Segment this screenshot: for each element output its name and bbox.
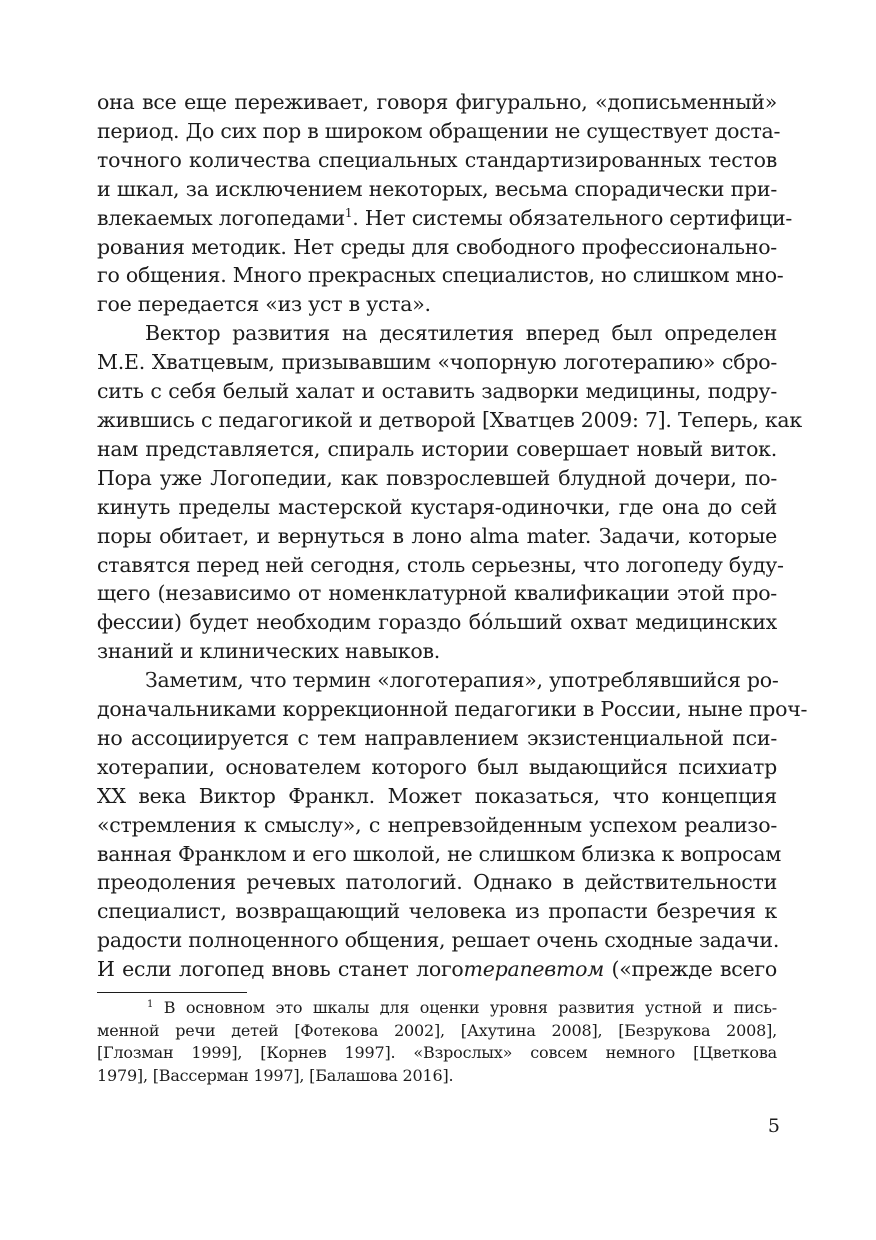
text-line: фессии) будет необходим гораздо бóльший охват медицинских xyxy=(97,610,777,635)
text-line: щего (независимо от номенклатурной квалификации этой про- xyxy=(97,581,777,606)
footnote-text: В основном это шкалы для оценки уровня развития устной и пись- xyxy=(153,998,777,1017)
text-line: специалист, возвращающий человека из пропасти безречия к xyxy=(97,899,777,924)
main-text xyxy=(97,88,808,984)
footnote-line xyxy=(97,997,777,1020)
text-line: доначальниками коррекционной педагогики в России, ныне проч- xyxy=(97,697,808,722)
italic-fragment: терапевтом xyxy=(463,957,604,982)
text-line: кинуть пределы мастерской кустаря-одиночки, где она до сей xyxy=(97,494,777,519)
text-line: жившись с педагогикой и детворой [Хватцев 2009: 7]. Теперь, как xyxy=(97,407,802,432)
paragraph-1 xyxy=(97,88,793,319)
text-fragment: И если логопед вновь станет лого xyxy=(97,957,464,982)
text-line: преодоления речевых патологий. Однако в действительности xyxy=(97,870,777,895)
footnote-reference[interactable]: 1 xyxy=(344,205,353,220)
text-line: го общения. Много прекрасных специалистов, но слишком мно- xyxy=(97,263,784,288)
text-line: но ассоциируется с тем направлением экзистенциальной пси- xyxy=(97,725,777,750)
text-line: XX века Виктор Франкл. Может показаться, что концепция xyxy=(97,783,777,808)
text-line: ставятся перед ней сегодня, столь серьезны, что логопеду буду- xyxy=(97,552,784,577)
footnote-line: 1979], [Вассерман 1997], [Балашова 2016]. xyxy=(97,1065,454,1085)
text-line: Заметим, что термин «логотерапия», употреблявшийся ро- xyxy=(145,668,779,693)
text-line: сить с себя белый халат и оставить задворки медицины, подру- xyxy=(97,379,777,404)
text-line xyxy=(97,955,777,984)
text-line: хотерапии, основателем которого был выдающийся психиатр xyxy=(97,754,777,779)
text-line: она все еще переживает, говоря фигурально, «дописьменный» xyxy=(97,90,777,114)
text-line: радости полноценного общения, решает очень сходные задачи. xyxy=(97,928,780,953)
text-line: Вектор развития на десятилетия вперед был определен xyxy=(145,321,777,346)
text-line xyxy=(97,204,793,233)
text-fragment: влекаемых логопедами xyxy=(97,205,345,230)
page-number: 5 xyxy=(767,1115,780,1137)
text-line: ванная Франклом и его школой, не слишком близка к вопросам xyxy=(97,841,782,866)
text-line: и шкал, за исключением некоторых, весьма спорадически при- xyxy=(97,176,777,201)
text-line: поры обитает, и вернуться в лоно alma mater. Задачи, которые xyxy=(97,523,777,548)
text-line: знаний и клинических навыков. xyxy=(97,639,441,664)
text-line: Пора уже Логопедии, как повзрослевшей блудной дочери, по- xyxy=(97,465,777,490)
footnote-line: [Глозман 1999], [Корнев 1997]. «Взрослых» совсем немного [Цветкова xyxy=(97,1043,777,1062)
text-line: «стремления к смыслу», с непревзойденным успехом реализо- xyxy=(97,812,777,837)
text-fragment: («прежде всего xyxy=(604,957,778,982)
paragraph-3 xyxy=(97,666,808,984)
footnote xyxy=(97,997,777,1087)
text-line: точного количества специальных стандартизированных тестов xyxy=(97,147,777,172)
text-line: период. До сих пор в широком обращении не существует доста- xyxy=(97,118,781,143)
footnote-marker: 1 xyxy=(147,999,154,1010)
text-line: рования методик. Нет среды для свободного профессионально- xyxy=(97,234,777,259)
footnote-divider xyxy=(97,992,247,993)
paragraph-2 xyxy=(97,319,802,666)
text-line: гое передается «из уст в уста». xyxy=(97,292,431,317)
text-fragment: . Нет системы обязательного сертифици- xyxy=(352,205,793,230)
text-line: М.Е. Хватцевым, призывавшим «чопорную логотерапию» сбро- xyxy=(97,350,777,375)
text-line: нам представляется, спираль истории совершает новый виток. xyxy=(97,436,777,461)
footnote-line: менной речи детей [Фотекова 2002], [Ахутина 2008], [Безрукова 2008], xyxy=(97,1020,777,1040)
